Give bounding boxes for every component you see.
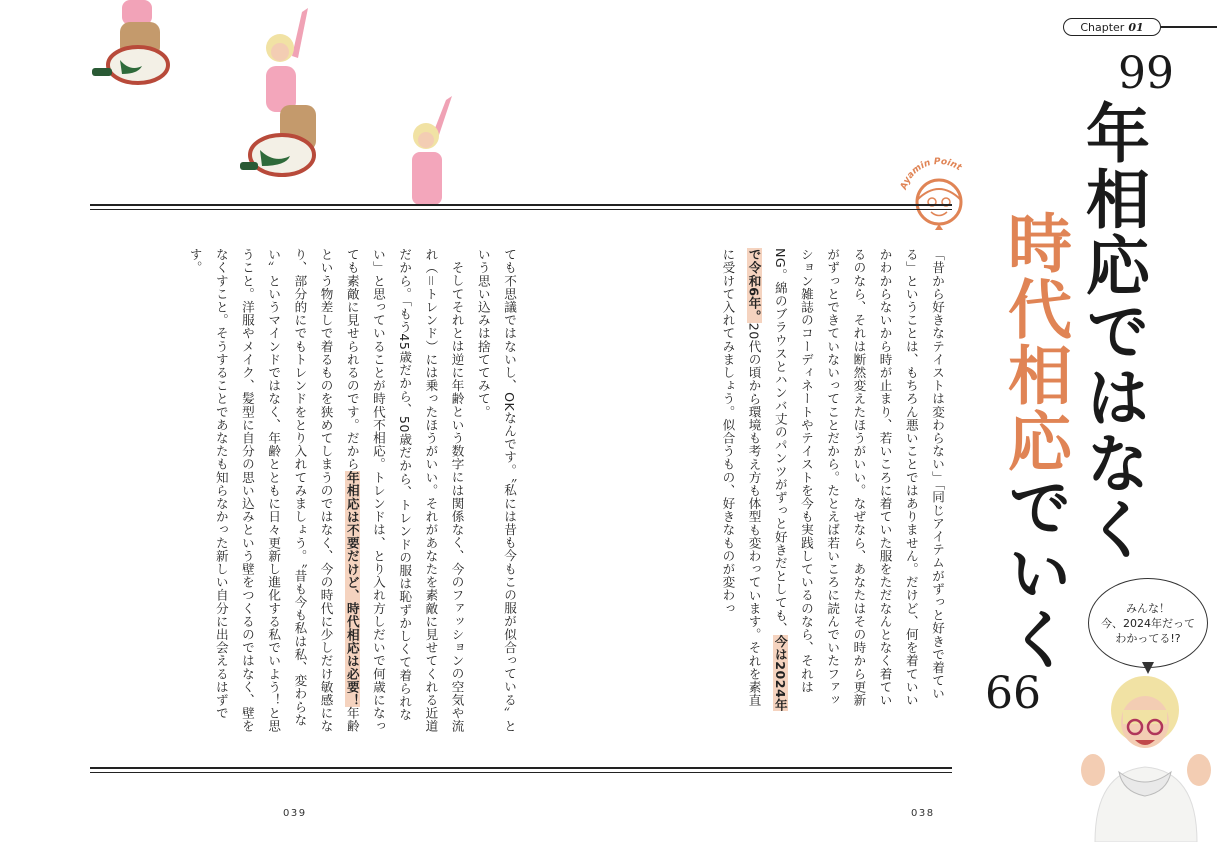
title-line-2 (997, 210, 1071, 672)
right-text-b: 20代の頃から環境も考え方も体型も変わっています。それを素直に受けて入れてみましょう。似合うもの、好きなものが変わっ (720, 248, 762, 707)
left-paragraph-2 (181, 248, 469, 738)
figure-sitting-1 (92, 0, 168, 83)
left-page-text (150, 248, 522, 738)
portrait-photo (1075, 672, 1217, 842)
open-quote-mark: 99 (1118, 48, 1174, 99)
figure-standing (412, 96, 452, 205)
bottom-rule (90, 767, 952, 773)
page-number-right: 038 (911, 808, 935, 819)
right-page-text (700, 248, 950, 718)
bubble-line-3: わかってる!? (1115, 631, 1181, 645)
chapter-rule (1161, 26, 1217, 28)
title-part-3: 時代相応 (997, 210, 1071, 474)
figure-sitting-2 (240, 8, 316, 175)
bubble-line-2: 今、2024年だって (1101, 616, 1195, 630)
badge-label: Ayamin Point (899, 156, 964, 192)
left-paragraph-1: ても不思議ではないし、OKなんです。〝私には昔も今もこの服が似合っている〟という思い込みは捨ててみて。 (475, 248, 517, 733)
chapter-number: 01 (1128, 20, 1144, 34)
left-highlight: 年相応は不要だけど、時代相応は必要！ (344, 470, 360, 707)
speech-bubble (1088, 578, 1208, 668)
title-line-1 (1075, 100, 1149, 562)
page-number-left: 039 (283, 808, 307, 819)
top-rule (90, 204, 952, 210)
left-text-a: そしてそれとは逆に年齢という数字には関係なく、今のファッションの空気や流れ（＝トレンド）には乗ったほうがいい。それがあなたを素敵に見せてくれる近道だから。「もう45歳だから、50歳だから、トレンドの服は恥ずかしくて着られない」と思っていることが時代不相応。トレンドは、とり入れ方しだいで何歳になっても素敵に見せられるのです。だから (344, 248, 465, 733)
title-part-1: 年相応 (1075, 100, 1149, 298)
right-paragraph (714, 248, 950, 718)
chapter-label: Chapter (1080, 20, 1125, 34)
title-part-2: ではなく (1075, 298, 1149, 562)
photo-figures (80, 0, 480, 205)
ayamin-point-badge (893, 148, 983, 232)
right-text-a: 「昔から好きなテイストは変わらない」「同じアイテムがずっと好きで着ている」ということは、もちろん悪いことではありません。だけど、何を着ていいかわからないから時が止まり、若いころに着ていた服をただなんとなく着ているのなら、それは断然変えたほうがいい。なぜなら、あなたはその時から更新がずっとできていないってことだから。たとえば若いころに読んでいたファッション雑誌のコーディネートやテイストを今も実践しているのなら、それはNG。綿のブラウスとハンバ丈のパンツがずっと好きだとしても、 (772, 248, 945, 707)
left-text-b: 年齢という物差しで着るものを狭めてしまうのではなく、今の時代に少しだけ敏感になり、部分的にでもトレンドをとり入れてみましょう。〝昔も今も私は私、変わらない〟というマインドではなく、年齢とともに日々更新し進化する私でいよう！と思うこと。洋服やメイク、髪型に自分の思い込みという壁をつくるのではなく、壁をなくすこと。そうすることであなたも知らなかった新しい自分に出会えるはずです。 (187, 248, 360, 733)
right-highlight: 今は2024年で令和6年。 (746, 248, 788, 712)
chapter-tab (1063, 18, 1161, 36)
bubble-line-1: みんな！ (1126, 601, 1170, 615)
close-quote-mark: 66 (985, 668, 1041, 719)
title-part-4: でいく (997, 474, 1071, 672)
